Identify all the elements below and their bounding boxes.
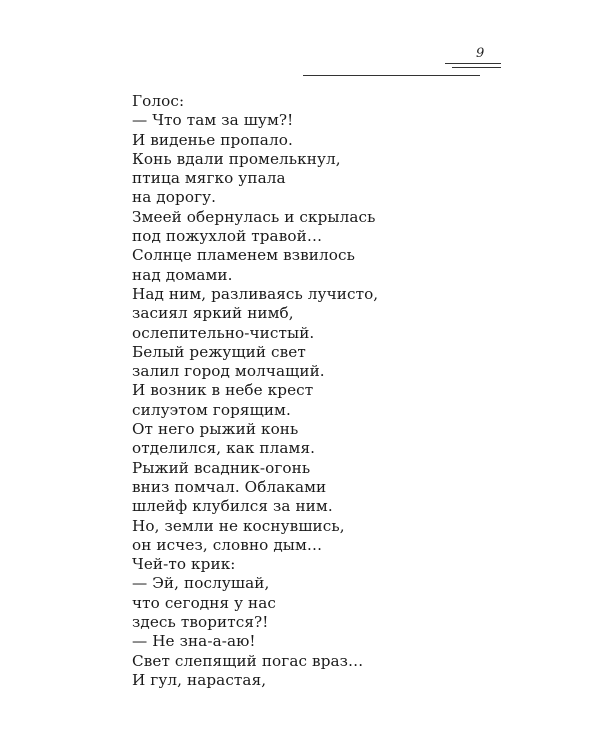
header-rule-long xyxy=(303,75,473,76)
poem-line: Свет слепящий погас враз… xyxy=(132,651,364,670)
header-rule-short xyxy=(452,75,480,76)
header-rule-middle xyxy=(452,67,501,68)
poem-line: силуэтом горящим. xyxy=(132,400,291,419)
poem-line: — Эй, послушай, xyxy=(132,574,270,593)
poem-line: отделился, как пламя. xyxy=(132,439,316,458)
poem-line: Змеей обернулась и скрылась xyxy=(132,207,376,226)
poem-line: на дорогу. xyxy=(132,188,217,207)
poem-line: здесь творится?! xyxy=(132,613,269,632)
page-header xyxy=(0,0,600,90)
poem-line: он исчез, словно дым… xyxy=(132,535,323,554)
poem-line: От него рыжий конь xyxy=(132,420,299,439)
poem-line: под пожухлой травой… xyxy=(132,227,323,246)
poem-line: Конь вдали промелькнул, xyxy=(132,149,341,168)
poem-line: шлейф клубился за ним. xyxy=(132,497,333,516)
poem-line: засиял яркий нимб, xyxy=(132,304,294,323)
poem-line: И гул, нарастая, xyxy=(132,670,267,689)
poem-line: птица мягко упала xyxy=(132,169,286,188)
poem-line: Рыжий всадник-огонь xyxy=(132,458,311,477)
poem-line: над домами. xyxy=(132,265,233,284)
poem-line: И виденье пропало. xyxy=(132,130,293,149)
poem-text xyxy=(132,92,552,690)
header-rule-top xyxy=(445,63,501,64)
poem-line: вниз помчал. Облаками xyxy=(132,477,327,496)
poem-line: — Не зна-а-аю! xyxy=(132,632,256,651)
poem-line: Солнце пламенем взвилось xyxy=(132,246,355,265)
poem-line: Над ним, разливаясь лучисто, xyxy=(132,284,379,303)
poem-line: Но, земли не коснувшись, xyxy=(132,516,345,535)
poem-line: Белый режущий свет xyxy=(132,342,306,361)
poem-line: Голос: xyxy=(132,92,185,110)
poem-line: залил город молчащий. xyxy=(132,362,325,381)
page-number: 9 xyxy=(476,46,485,61)
poem-line: Чей-то крик: xyxy=(132,555,236,574)
poem-line: — Что там за шум?! xyxy=(132,111,294,130)
poem-line: И возник в небе крест xyxy=(132,381,314,400)
poem-line: ослепительно-чистый. xyxy=(132,323,315,342)
poem-line: что сегодня у нас xyxy=(132,593,277,612)
